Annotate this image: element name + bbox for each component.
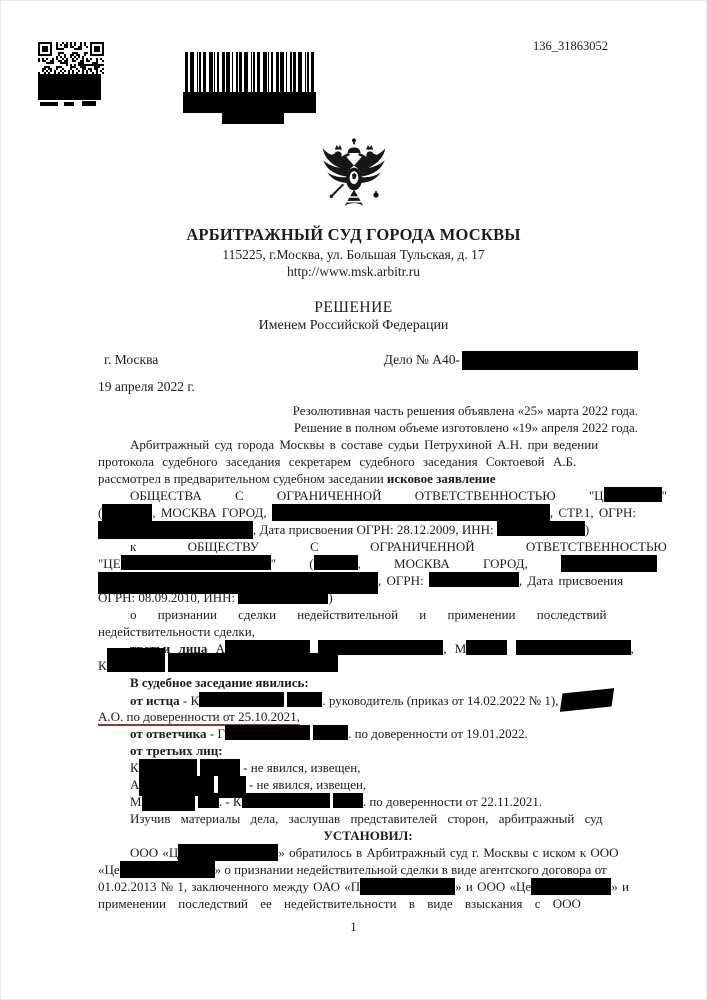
text-segment: - не явился, извещен, [245, 777, 367, 792]
text-segment [310, 641, 318, 656]
redaction-bar [199, 692, 284, 707]
redaction-bar [604, 487, 662, 502]
redaction-bar [238, 589, 328, 604]
court-address: 115225, г.Москва, ул. Большая Тульская, д. 17 [222, 247, 485, 262]
text-line [98, 844, 638, 861]
text-segment: ОГРН: 08.09.2010, ИНН: [98, 590, 239, 605]
case-header-row [98, 350, 638, 370]
text-segment [507, 641, 515, 656]
text-segment: К [98, 658, 107, 673]
text-segment: » обратилось в Арбитражный суд г. Москвы с иском к ООО [278, 845, 619, 860]
text-segment: "ЦЕ [98, 556, 121, 571]
text-segment: протокола судебного заседания секретарем судебного заседания Соктоевой А.Б. [98, 454, 577, 469]
text-segment: ) [584, 522, 590, 537]
bold-text-segment: В судебное заседание явились: [130, 675, 309, 690]
text-line [98, 589, 638, 606]
text-line [98, 487, 667, 504]
text-segment: " ( [270, 556, 314, 571]
text-segment: , [630, 641, 634, 656]
text-segment: рассмотрел в предварительном судебном заседании [98, 471, 387, 486]
text-line [98, 436, 638, 453]
text-segment: , Дата присвоения [518, 573, 624, 588]
text-line [98, 861, 638, 878]
text-segment: - не явился, извещен, [239, 760, 361, 775]
text-segment: ОБЩЕСТВА С ОГРАНИЧЕННОЙ ОТВЕТСТВЕННОСТЬЮ "Ц [130, 488, 604, 503]
text-segment: ООО «Ц [130, 845, 179, 860]
redaction-bar [139, 776, 214, 791]
redaction-bar [200, 759, 240, 774]
barcode-redaction-bar-small [222, 113, 284, 124]
text-segment: Изучив материалы дела, заслушав представителей сторон, арбитражный суд [130, 811, 603, 826]
text-segment: о признании сделки недействительной и применении последствий [130, 607, 607, 622]
text-segment: . по доверенности от 19.01.2022. [348, 726, 528, 741]
text-segment: К [130, 760, 139, 775]
case-number-redaction-bar [462, 351, 638, 370]
decision-title: РЕШЕНИЕ [314, 299, 393, 316]
redaction-bar [287, 692, 322, 707]
text-segment: Решение в полном объеме изготовлено «19» апреля 2022 года. [293, 420, 638, 435]
text-segment: 01.02.2013 № 1, заключенного между ОАО «П [98, 879, 361, 894]
case-city: г. Москва [104, 352, 159, 367]
redaction-bar [142, 793, 195, 808]
text-segment: , М [443, 641, 467, 656]
text-segment: " [661, 488, 667, 503]
text-segment: . - К [218, 794, 242, 809]
bold-text-segment: от истца [130, 693, 180, 708]
text-line [98, 504, 638, 521]
decision-subtitle: Именем Российской Федерации [258, 318, 449, 333]
text-line [98, 793, 638, 810]
text-segment: ) [328, 590, 333, 605]
redaction-bar [516, 640, 631, 655]
text-line [98, 572, 638, 589]
underlined-text-segment: А.О. по доверенности от 25.10.2021, [98, 709, 300, 724]
text-line [98, 895, 638, 912]
redaction-bar [98, 572, 378, 587]
redaction-bar [121, 555, 271, 570]
text-segment: » и [611, 879, 629, 894]
redaction-bar [139, 759, 197, 774]
redaction-bar [466, 640, 507, 655]
text-segment: . по доверенности от 22.11.2021. [362, 794, 543, 809]
text-segment: - Г [206, 726, 225, 741]
redaction-bar [225, 725, 310, 740]
redaction-bar [561, 555, 657, 570]
redaction-bar [218, 776, 246, 791]
text-line [98, 810, 638, 827]
text-segment: , МОСКВА ГОРОД, [357, 556, 562, 571]
text-line [98, 521, 638, 538]
redaction-bar [120, 861, 215, 876]
barcode-redaction-bar [183, 92, 316, 113]
document-id: 136_31863052 [533, 39, 608, 53]
redaction-bar [314, 555, 358, 570]
text-segment: , МОСКВА ГОРОД, [152, 505, 272, 520]
qr-redaction-bar [38, 74, 101, 100]
redaction-bar [531, 878, 611, 893]
text-segment: Резолютивная часть решения объявлена «25» марта 2022 года. [292, 403, 638, 418]
text-line [98, 708, 638, 725]
bold-text-segment: от ответчика [130, 726, 207, 741]
text-line [98, 691, 638, 708]
redaction-bar [429, 572, 519, 587]
redaction-bar [333, 793, 363, 808]
redaction-bar [225, 640, 310, 655]
text-segment: Арбитражный суд города Москвы в составе судьи Петрухиной А.Н. при ведении [130, 437, 599, 452]
text-line [98, 640, 638, 657]
bold-text-segment: третьи лица [130, 641, 216, 656]
text-segment: недействительности сделки, [98, 624, 255, 639]
text-line [98, 453, 638, 470]
qr-code-icon [38, 42, 104, 74]
redaction-bar [102, 504, 152, 519]
redaction-bar [497, 521, 585, 536]
redaction-bar [107, 657, 165, 672]
case-number-label: Дело № А40- [383, 352, 460, 367]
text-line [98, 827, 638, 844]
page-number: 1 [350, 919, 357, 934]
qr-fragment [64, 102, 74, 106]
text-line [98, 419, 638, 436]
redaction-bar [178, 844, 278, 859]
text-segment: к ОБЩЕСТВУ С ОГРАНИЧЕННОЙ ОТВЕТСТВЕННОСТЬЮ [130, 539, 667, 554]
text-segment: - К [179, 693, 200, 708]
russian-coat-of-arms-icon [314, 136, 394, 218]
text-segment: А [130, 777, 140, 792]
text-segment: А [215, 641, 225, 656]
text-line [98, 878, 638, 895]
text-segment: , СТР.1, ОГРН: [549, 505, 636, 520]
redaction-bar [272, 504, 550, 519]
text-line [98, 606, 638, 623]
barcode-icon [185, 52, 315, 92]
court-website: http://www.msk.arbitr.ru [287, 264, 420, 279]
text-segment: применении последствий ее недействительности в виде взыскания с ООО [98, 896, 581, 911]
redaction-bar [198, 793, 219, 808]
text-line [98, 402, 638, 419]
text-line [98, 623, 638, 640]
decision-date: 19 апреля 2022 г. [98, 379, 195, 394]
text-segment: ( [98, 505, 103, 520]
redaction-bar [168, 657, 338, 672]
text-line [98, 742, 638, 759]
decision-body [98, 402, 667, 912]
redaction-bar [360, 878, 455, 893]
text-segment: , ОГРН: [378, 573, 429, 588]
redaction-bar [313, 725, 348, 740]
text-line [98, 657, 638, 674]
text-line [98, 725, 638, 742]
text-segment: » о признании недействительной сделки в виде агентского договора от [214, 862, 607, 877]
text-segment: » и ООО «Це [455, 879, 532, 894]
text-line [98, 759, 638, 776]
text-line [98, 470, 638, 487]
redaction-bar [98, 521, 253, 536]
court-name: АРБИТРАЖНЫЙ СУД ГОРОДА МОСКВЫ [186, 225, 521, 244]
text-line [98, 555, 638, 572]
text-segment: , Дата присвоения ОГРН: 28.12.2009, ИНН: [253, 522, 497, 537]
text-line [98, 776, 638, 793]
redaction-bar [318, 640, 443, 655]
text-line [98, 538, 667, 555]
redaction-bar [242, 793, 330, 808]
text-segment: М [130, 794, 142, 809]
bold-text-segment: исковое заявление [386, 471, 496, 486]
qr-fragment [40, 102, 58, 106]
text-segment: . руководитель (приказ от 14.02.2022 № 1), [322, 693, 559, 708]
case-number [384, 350, 638, 370]
text-segment: «Це [98, 862, 120, 877]
bold-text-segment: от третьих лиц: [130, 743, 223, 758]
qr-fragment [82, 101, 96, 106]
text-line [98, 674, 638, 691]
bold-text-segment: УСТАНОВИЛ: [323, 828, 413, 843]
